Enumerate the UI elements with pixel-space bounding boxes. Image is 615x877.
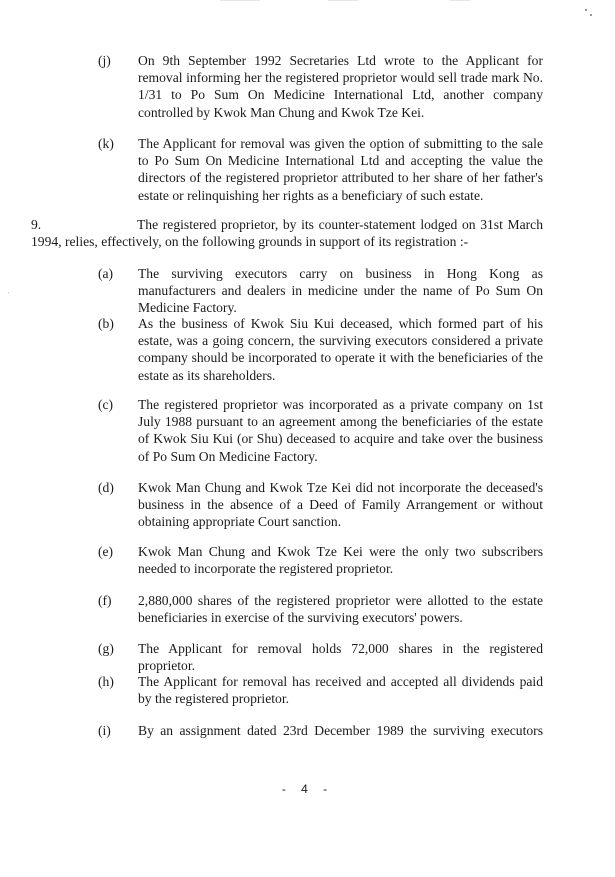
scan-edge-mark <box>328 0 358 1</box>
page-number: - 4 - <box>281 782 334 796</box>
item-label: (b) <box>98 316 114 331</box>
item-label: (k) <box>98 136 114 151</box>
scan-speck <box>585 9 587 11</box>
item-text: Kwok Man Chung and Kwok Tze Kei did not incorporate the deceased's business in the absence of a Deed of Family Arrangement or without obtaining appropriate Court sanction. <box>138 480 543 530</box>
list-item-i <box>98 722 543 739</box>
list-item-e <box>98 543 543 577</box>
list-item-k <box>98 135 543 204</box>
item-label: (c) <box>98 397 114 412</box>
item-label: (g) <box>98 641 114 656</box>
list-item-g <box>98 640 543 674</box>
item-text: As the business of Kwok Siu Kui deceased, which formed part of his estate, was a going concern, the surviving executors considered a private company should be incorporated to operate it with the beneficiaries of the estate as its shareholders. <box>138 316 543 383</box>
scan-edge-mark <box>220 0 260 1</box>
item-text: By an assignment dated 23rd December 1989 the surviving executors <box>138 723 543 738</box>
list-item-f <box>98 592 543 626</box>
paragraph-text: The registered proprietor, by its counter-statement lodged on 31st March 1994, relies, effectively, on the following grounds in support of its registration :- <box>31 217 543 250</box>
scan-speck <box>8 292 9 293</box>
item-text: The surviving executors carry on business in Hong Kong as manufacturers and dealers in medicine under the name of Po Sum On Medicine Factory. <box>138 266 543 316</box>
scan-speck <box>590 14 592 16</box>
item-text: On 9th September 1992 Secretaries Ltd wrote to the Applicant for removal informing her the registered proprietor would sell trade mark No. 1/31 to Po Sum On Medicine International Ltd, another company controlled by Kwok Man Chung and Kwok Tze Kei. <box>138 53 543 120</box>
item-label: (h) <box>98 674 114 689</box>
list-item-j <box>98 52 543 121</box>
item-text: The Applicant for removal was given the option of submitting to the sale to Po Sum On Medicine International Ltd and accepting the value the directors of the registered proprietor attributed to her share of her father's estate or relinquishing her rights as a beneficiary of such estate. <box>138 136 543 203</box>
item-label: (i) <box>98 723 111 738</box>
item-text: 2,880,000 shares of the registered proprietor were allotted to the estate beneficiaries in exercise of the surviving executors' powers. <box>138 593 543 626</box>
list-item-d <box>98 479 543 531</box>
item-text: The registered proprietor was incorporated as a private company on 1st July 1988 pursuant to an agreement among the beneficiaries of the estate of Kwok Siu Kui (or Shu) deceased to acquire and take over the business of Po Sum On Medicine Factory. <box>138 397 543 464</box>
paragraph-number: 9. <box>31 217 42 232</box>
item-label: (e) <box>98 544 114 559</box>
scan-edge-mark <box>450 0 470 1</box>
item-text: The Applicant for removal has received and accepted all dividends paid by the registered proprietor. <box>138 674 543 707</box>
list-item-h <box>98 673 543 707</box>
list-item-c <box>98 396 543 465</box>
item-label: (d) <box>98 480 114 495</box>
item-label: (a) <box>98 266 114 281</box>
list-item-a <box>98 265 543 317</box>
item-label: (f) <box>98 593 112 608</box>
item-label: (j) <box>98 53 111 68</box>
item-text: Kwok Man Chung and Kwok Tze Kei were the only two subscribers needed to incorporate the registered proprietor. <box>138 544 543 577</box>
paragraph-9 <box>31 216 543 250</box>
item-text: The Applicant for removal holds 72,000 shares in the registered proprietor. <box>138 641 543 674</box>
list-item-b <box>98 315 543 384</box>
